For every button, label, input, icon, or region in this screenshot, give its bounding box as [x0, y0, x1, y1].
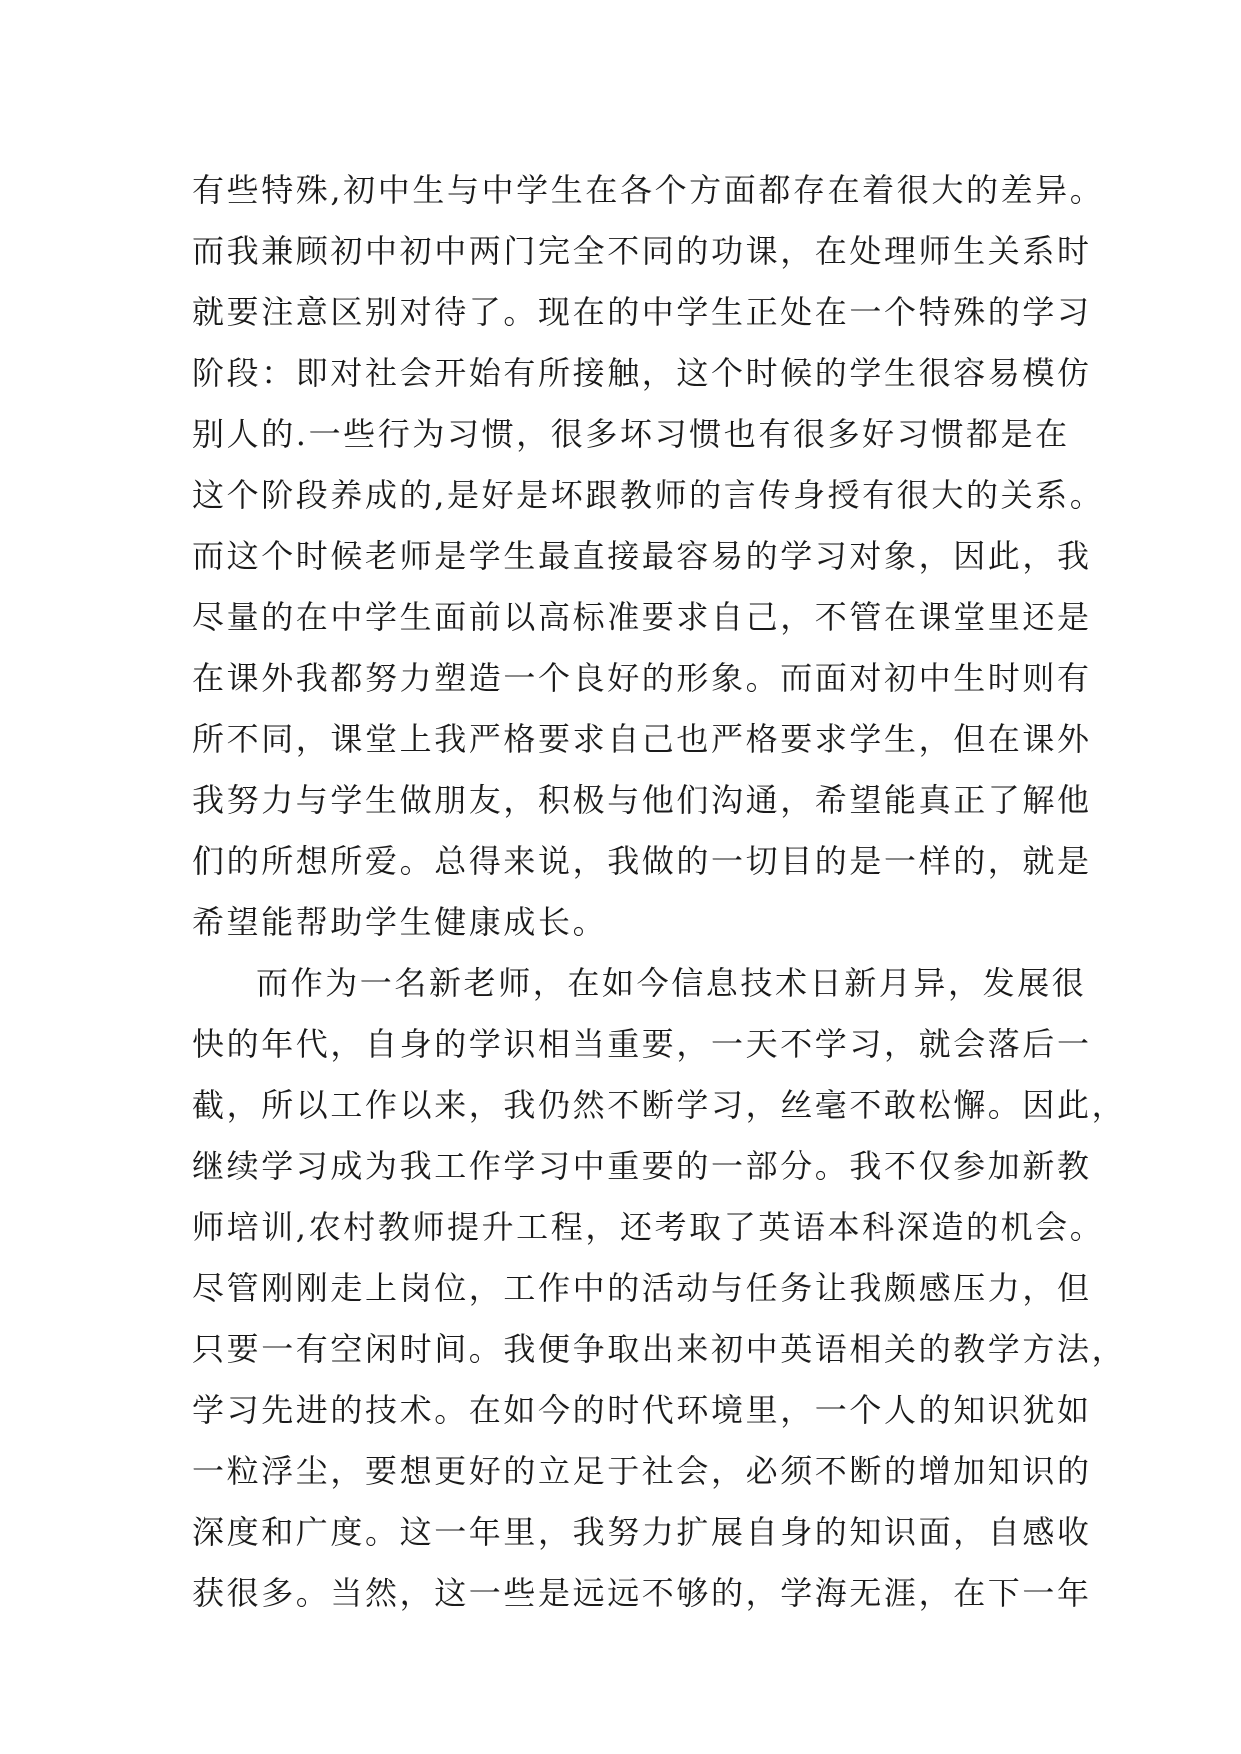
text-line: 我努力与学生做朋友，积极与他们沟通，希望能真正了解他	[192, 781, 1092, 819]
text-line: 只要一有空闲时间。我便争取出来初中英语相关的教学方法，	[192, 1330, 1127, 1368]
text-line: 获很多。当然，这一些是远远不够的，学海无涯，在下一年	[192, 1574, 1092, 1612]
text-line: 而我兼顾初中初中两门完全不同的功课，在处理师生关系时	[192, 232, 1092, 270]
text-line: 师培训,农村教师提升工程，还考取了英语本科深造的机会。	[192, 1208, 1105, 1246]
text-line: 阶段：即对社会开始有所接触，这个时候的学生很容易模仿	[192, 354, 1092, 392]
text-line: 深度和广度。这一年里，我努力扩展自身的知识面，自感收	[192, 1513, 1092, 1551]
text-line: 一粒浮尘，要想更好的立足于社会，必须不断的增加知识的	[192, 1452, 1092, 1490]
text-line: 截，所以工作以来，我仍然不断学习，丝毫不敢松懈。因此，	[192, 1086, 1127, 1124]
text-line: 尽管刚刚走上岗位，工作中的活动与任务让我颇感压力，但	[192, 1269, 1092, 1307]
text-line: 们的所想所爱。总得来说，我做的一切目的是一样的，就是	[192, 842, 1092, 880]
text-line: 快的年代，自身的学识相当重要，一天不学习，就会落后一	[192, 1025, 1092, 1063]
text-line: 有些特殊,初中生与中学生在各个方面都存在着很大的差异。	[192, 171, 1105, 209]
text-line: 学习先进的技术。在如今的时代环境里，一个人的知识犹如	[192, 1391, 1092, 1429]
text-line: 在课外我都努力塑造一个良好的形象。而面对初中生时则有	[192, 659, 1092, 697]
text-line: 就要注意区别对待了。现在的中学生正处在一个特殊的学习	[192, 293, 1092, 331]
text-line: 希望能帮助学生健康成长。	[192, 903, 608, 941]
body-text	[192, 160, 1127, 1624]
text-line: 而这个时候老师是学生最直接最容易的学习对象，因此，我	[192, 537, 1092, 575]
text-line: 继续学习成为我工作学习中重要的一部分。我不仅参加新教	[192, 1147, 1092, 1185]
text-line: 别人的.一些行为习惯，很多坏习惯也有很多好习惯都是在	[192, 415, 1070, 453]
text-line: 尽量的在中学生面前以高标准要求自己，不管在课堂里还是	[192, 598, 1092, 636]
paragraph-first-line: 而作为一名新老师，在如今信息技术日新月异，发展很	[256, 964, 1087, 1002]
text-line: 这个阶段养成的,是好是坏跟教师的言传身授有很大的关系。	[192, 476, 1105, 514]
text-line: 所不同，课堂上我严格要求自己也严格要求学生，但在课外	[192, 720, 1092, 758]
